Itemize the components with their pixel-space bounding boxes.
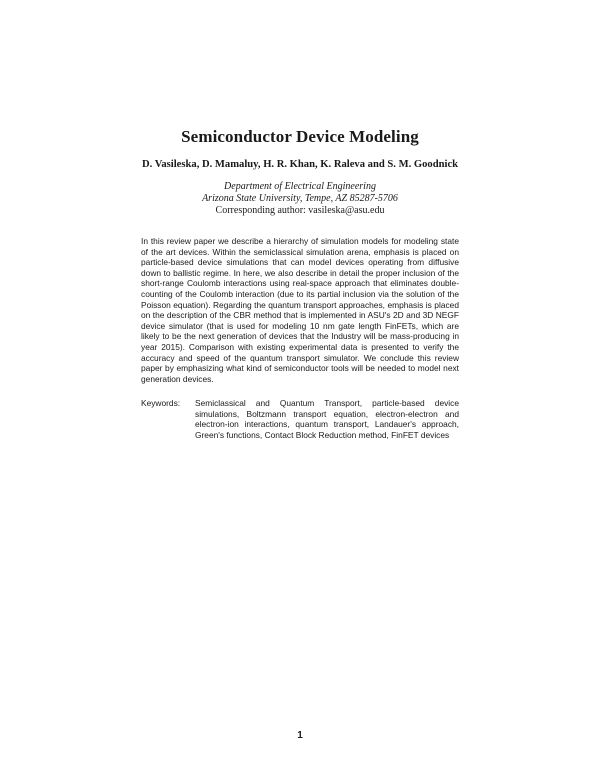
abstract-text: In this review paper we describe a hierarchy of simulation models for modeling state of the art devices. Within the semiclassical simulation arena, emphasis is placed on particle-based device simulations that can model devices operating from diffusive down to ballistic regime. In here, we also describe in detail the proper inclusion of the short-range Coulomb interactions using real-space approach that eliminates double-counting of the Coulomb interaction (due to its partial inclusion via the solution of the Poisson equation). Regarding the quantum transport approaches, emphasis is placed on the description of the CBR method that is implemented in ASU's 2D and 3D NEGF device simulator (that is used for modeling 10 nm gate length FinFETs, which are likely to be the next generation of devices that the Industry will be mass-producing in year 2015). Comparison with existing experimental data is presented to verify the accuracy and speed of the quantum transport simulator. We conclude this review paper by emphasizing what kind of semiconductor tools will be needed to model next generation devices.: [141, 236, 459, 384]
keywords-block: [141, 398, 459, 440]
keywords-label: Keywords:: [141, 398, 181, 408]
keywords-text: Semiclassical and Quantum Transport, particle-based device simulations, Boltzmann transport equation, electron-electron and electron-ion interactions, quantum transport, Landauer's approach, Green's functions, Contact Block Reduction method, FinFET devices: [195, 398, 459, 440]
author-list: D. Vasileska, D. Mamaluy, H. R. Khan, K. Raleva and S. M. Goodnick: [141, 159, 459, 170]
affiliation-university: Arizona State University, Tempe, AZ 85287-5706: [202, 193, 398, 204]
affiliation-department: Department of Electrical Engineering: [224, 181, 376, 192]
corresponding-author: Corresponding author: vasileska@asu.edu: [215, 205, 385, 216]
paper-title: Semiconductor Device Modeling: [181, 127, 419, 146]
page-number: 1: [297, 730, 303, 741]
